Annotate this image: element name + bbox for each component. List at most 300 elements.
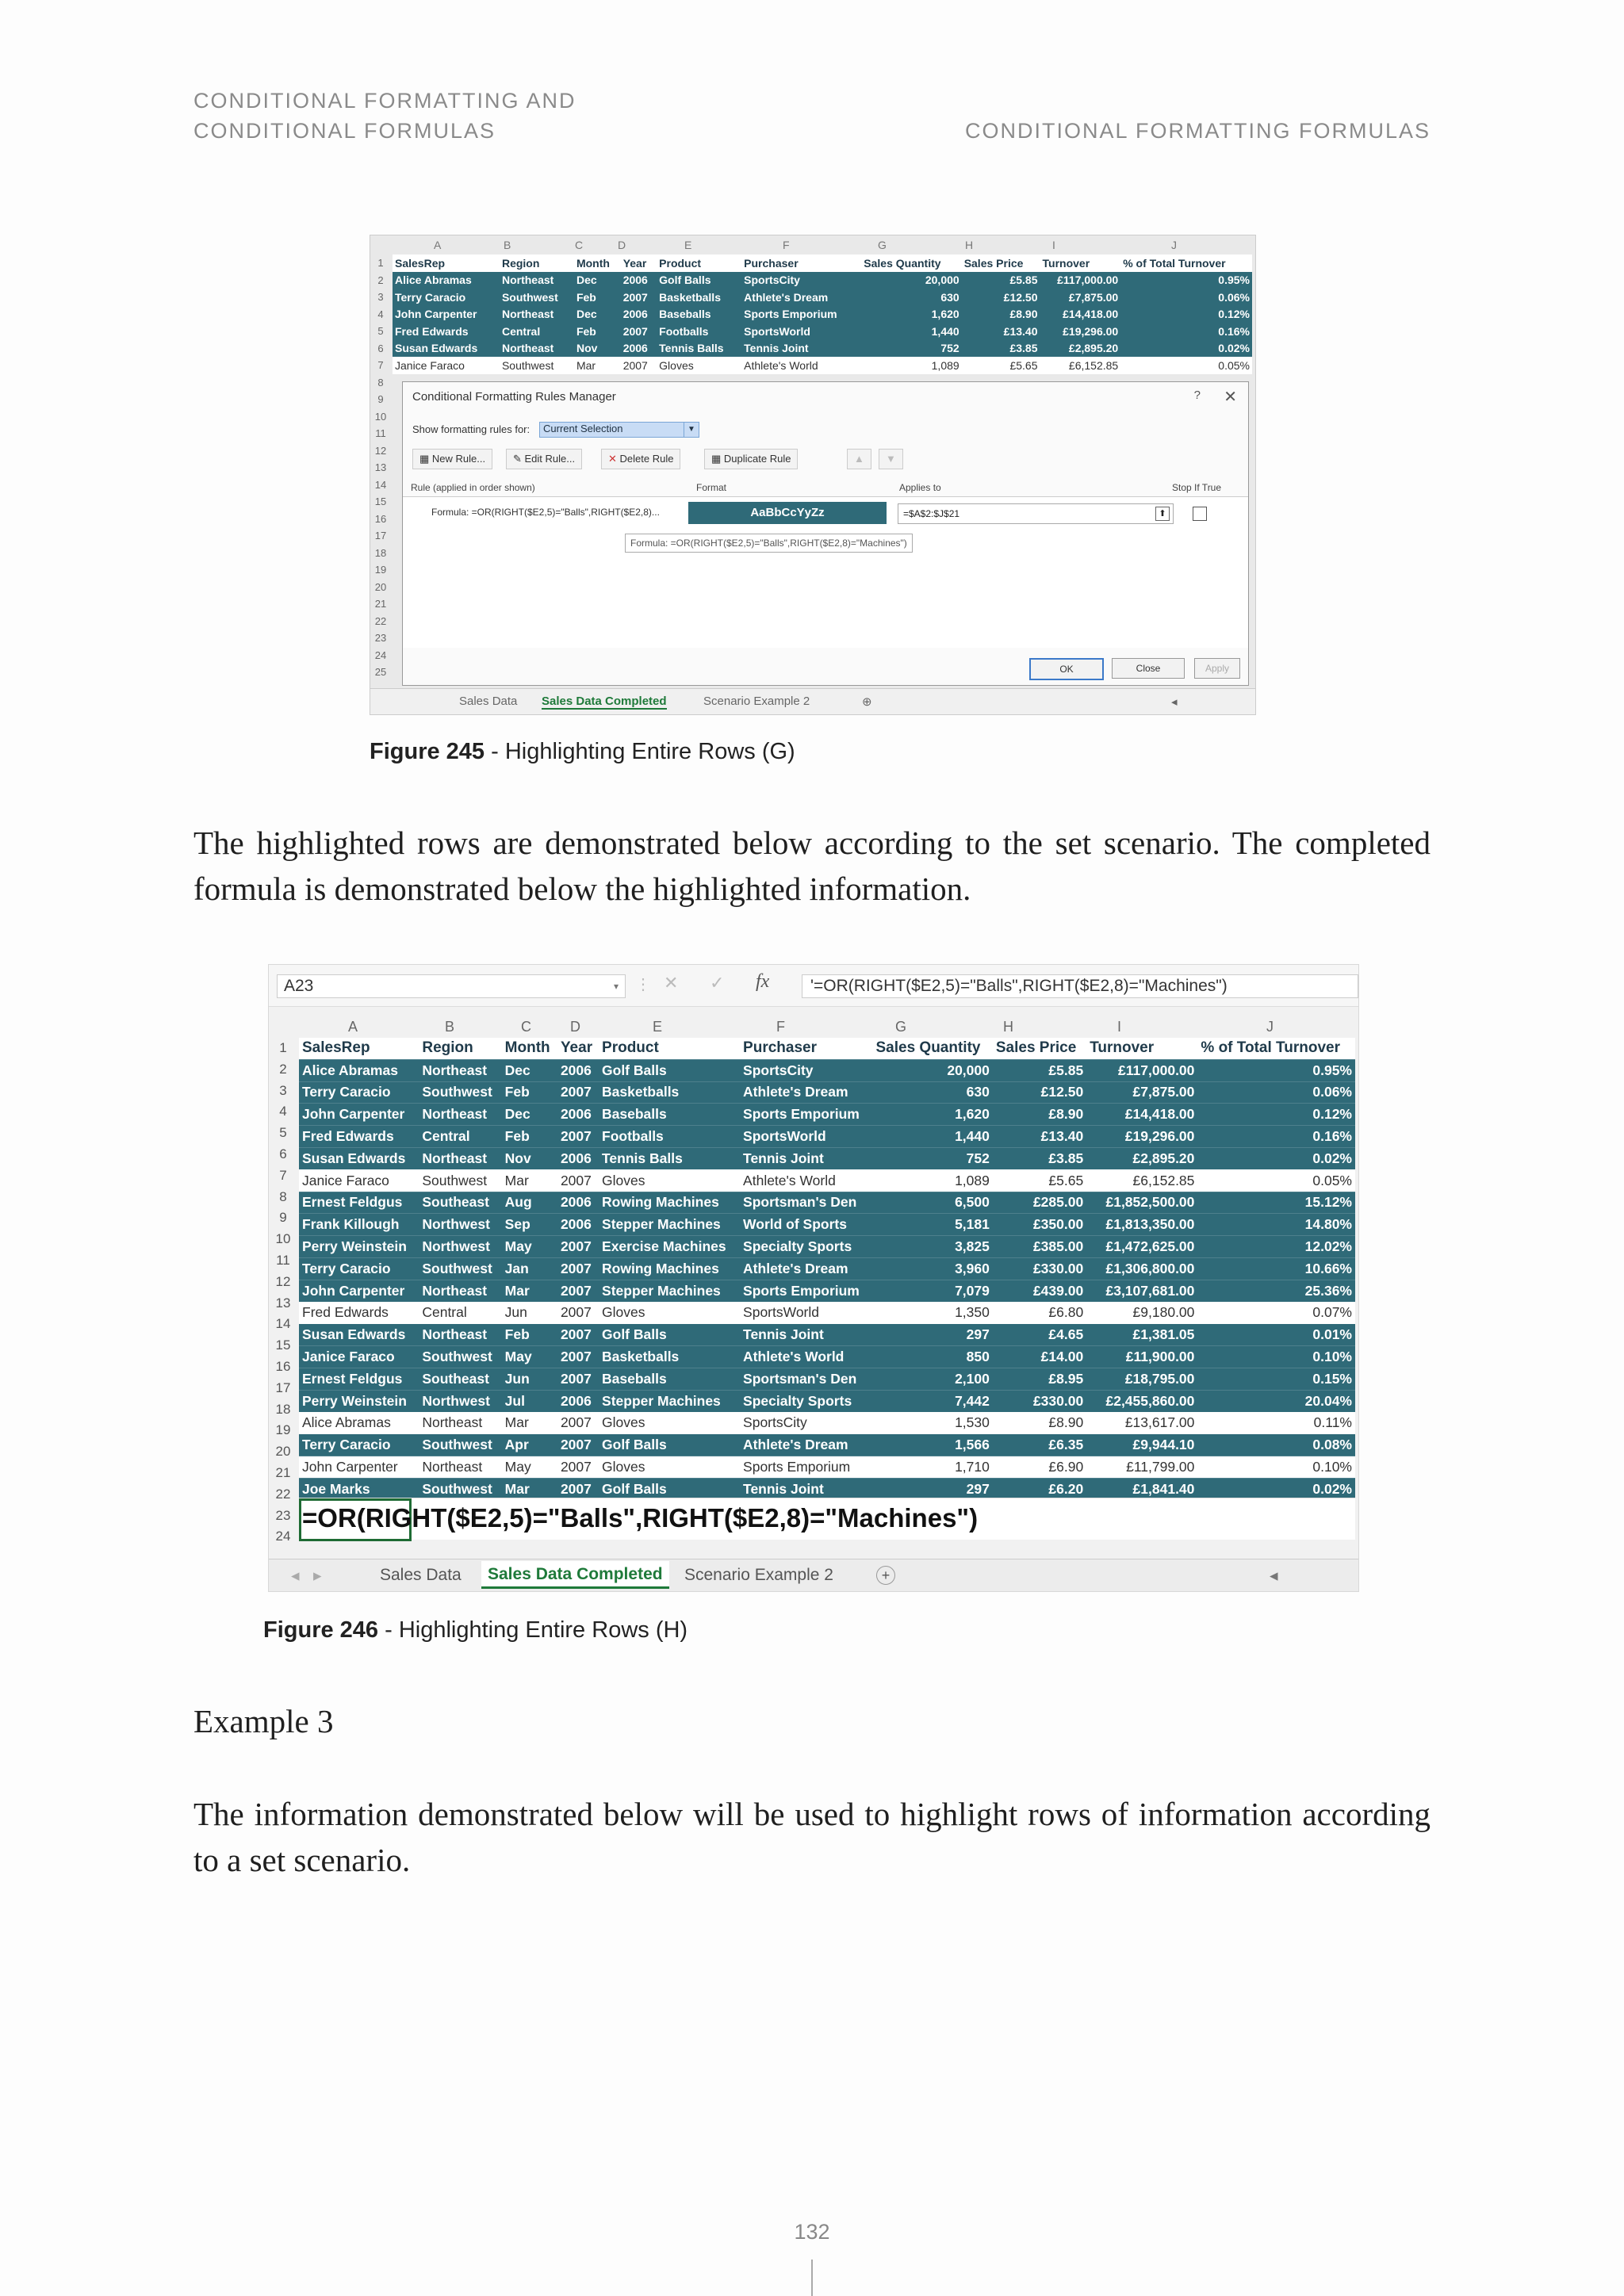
table-cell[interactable]: 0.12% <box>1120 306 1252 323</box>
row-number[interactable]: 22 <box>275 1486 291 1502</box>
table-cell[interactable]: Feb <box>574 323 621 340</box>
table-cell[interactable]: £5.65 <box>962 357 1040 374</box>
table-cell[interactable]: Susan Edwards <box>299 1324 419 1346</box>
table-cell[interactable]: SportsCity <box>740 1059 872 1081</box>
row-number[interactable]: 14 <box>275 1316 291 1332</box>
table-cell[interactable]: £117,000.00 <box>1040 272 1121 289</box>
table-cell[interactable]: 1,350 <box>872 1302 992 1324</box>
fx-icon[interactable]: fx <box>756 971 770 992</box>
table-cell[interactable]: 2007 <box>557 1236 599 1258</box>
table-cell[interactable]: 1,089 <box>872 1169 992 1192</box>
table-cell[interactable]: £8.95 <box>993 1368 1086 1390</box>
table-cell[interactable]: £385.00 <box>993 1236 1086 1258</box>
table-cell[interactable]: Central <box>419 1126 501 1148</box>
table-cell[interactable]: £4.65 <box>993 1324 1086 1346</box>
table-cell[interactable]: 630 <box>861 289 961 306</box>
table-cell[interactable]: 630 <box>872 1081 992 1104</box>
table-cell[interactable]: Exercise Machines <box>599 1236 740 1258</box>
tab-sales-data-completed[interactable]: Sales Data Completed <box>542 695 667 708</box>
table-cell[interactable]: £13.40 <box>993 1126 1086 1148</box>
table-cell[interactable]: 2007 <box>557 1324 599 1346</box>
row-number[interactable]: 3 <box>279 1082 287 1098</box>
row-number[interactable]: 25 <box>374 666 387 678</box>
table-cell[interactable]: Feb <box>502 1324 557 1346</box>
row-number[interactable]: 11 <box>375 427 386 439</box>
table-cell[interactable]: Sep <box>502 1214 557 1236</box>
scroll-right-icon[interactable]: ▸ <box>313 1567 322 1585</box>
row-number[interactable]: 21 <box>374 598 387 610</box>
scroll-left-icon[interactable]: ◂ <box>291 1567 300 1585</box>
table-cell[interactable]: Gloves <box>599 1302 740 1324</box>
table-cell[interactable]: Janice Faraco <box>393 357 500 374</box>
scroll-left-icon[interactable]: ◂ <box>1171 695 1178 709</box>
column-header[interactable]: Sales Price <box>962 254 1040 272</box>
table-cell[interactable]: 1,089 <box>861 357 961 374</box>
table-cell[interactable]: £7,875.00 <box>1040 289 1121 306</box>
column-header[interactable]: Month <box>574 254 621 272</box>
table-cell[interactable]: 2006 <box>557 1192 599 1214</box>
table-cell[interactable]: Northeast <box>419 1412 501 1434</box>
table-cell[interactable]: Northwest <box>419 1390 501 1412</box>
table-cell[interactable]: Rowing Machines <box>599 1192 740 1214</box>
table-cell[interactable]: Jan <box>502 1257 557 1280</box>
column-header[interactable]: Region <box>500 254 574 272</box>
table-cell[interactable]: 0.10% <box>1197 1456 1355 1479</box>
table-cell[interactable]: John Carpenter <box>393 306 500 323</box>
table-cell[interactable]: 6,500 <box>872 1192 992 1214</box>
row-number[interactable]: 6 <box>279 1146 287 1161</box>
table-cell[interactable]: £1,306,800.00 <box>1086 1257 1197 1280</box>
move-down-button[interactable] <box>879 449 903 469</box>
table-cell[interactable]: 5,181 <box>872 1214 992 1236</box>
table-cell[interactable]: Jun <box>502 1302 557 1324</box>
column-header[interactable]: Product <box>599 1038 740 1059</box>
table-cell[interactable]: £6.35 <box>993 1434 1086 1456</box>
table-cell[interactable]: 0.95% <box>1197 1059 1355 1081</box>
tab-sales-data-completed[interactable]: Sales Data Completed <box>481 1561 669 1589</box>
name-box[interactable] <box>277 974 626 998</box>
table-cell[interactable]: £2,895.20 <box>1040 340 1121 358</box>
table-cell[interactable]: £3,107,681.00 <box>1086 1280 1197 1302</box>
table-cell[interactable]: 0.06% <box>1197 1081 1355 1104</box>
table-cell[interactable]: Dec <box>502 1059 557 1081</box>
table-cell[interactable]: John Carpenter <box>299 1104 419 1126</box>
table-cell[interactable]: Tennis Joint <box>740 1147 872 1169</box>
close-icon[interactable]: ✕ <box>1224 388 1237 406</box>
table-cell[interactable]: Mar <box>574 357 621 374</box>
table-cell[interactable]: £12.50 <box>962 289 1040 306</box>
table-cell[interactable]: Stepper Machines <box>599 1280 740 1302</box>
table-cell[interactable]: Tennis Joint <box>741 340 861 358</box>
table-cell[interactable]: Northeast <box>500 340 574 358</box>
table-cell[interactable]: Terry Caracio <box>299 1081 419 1104</box>
table-cell[interactable]: £6,152.85 <box>1040 357 1121 374</box>
table-cell[interactable]: Fred Edwards <box>299 1302 419 1324</box>
table-cell[interactable]: £1,852,500.00 <box>1086 1192 1197 1214</box>
table-cell[interactable]: 2007 <box>557 1456 599 1479</box>
table-cell[interactable]: 2007 <box>621 289 657 306</box>
table-cell[interactable]: 2007 <box>557 1126 599 1148</box>
table-cell[interactable]: Southeast <box>419 1368 501 1390</box>
column-header[interactable]: Sales Price <box>993 1038 1086 1059</box>
table-cell[interactable]: World of Sports <box>740 1214 872 1236</box>
table-cell[interactable]: Dec <box>574 272 621 289</box>
table-cell[interactable]: Feb <box>502 1081 557 1104</box>
row-number[interactable]: 12 <box>275 1273 291 1289</box>
table-cell[interactable]: Sports Emporium <box>741 306 861 323</box>
table-cell[interactable]: 2006 <box>621 340 657 358</box>
row-number[interactable]: 23 <box>275 1507 291 1523</box>
table-cell[interactable]: £5.85 <box>993 1059 1086 1081</box>
table-cell[interactable]: £1,841.40 <box>1086 1478 1197 1500</box>
row-number[interactable]: 24 <box>275 1529 291 1544</box>
table-cell[interactable]: Golf Balls <box>657 272 741 289</box>
table-cell[interactable]: 2007 <box>557 1478 599 1500</box>
row-number[interactable]: 17 <box>374 530 387 541</box>
table-cell[interactable]: Mar <box>502 1478 557 1500</box>
table-cell[interactable]: Tennis Joint <box>740 1324 872 1346</box>
table-cell[interactable]: 0.05% <box>1197 1169 1355 1192</box>
table-cell[interactable]: £9,944.10 <box>1086 1434 1197 1456</box>
row-number[interactable]: 12 <box>374 444 387 457</box>
table-cell[interactable]: Golf Balls <box>599 1324 740 1346</box>
table-cell[interactable]: 0.01% <box>1197 1324 1355 1346</box>
table-cell[interactable]: Northwest <box>419 1214 501 1236</box>
table-cell[interactable]: £8.90 <box>993 1104 1086 1126</box>
table-cell[interactable]: 1,620 <box>872 1104 992 1126</box>
table-cell[interactable]: £330.00 <box>993 1390 1086 1412</box>
table-cell[interactable]: 1,440 <box>872 1126 992 1148</box>
table-cell[interactable]: Golf Balls <box>599 1434 740 1456</box>
table-cell[interactable]: 1,710 <box>872 1456 992 1479</box>
table-cell[interactable]: Perry Weinstein <box>299 1390 419 1412</box>
ok-button[interactable]: OK <box>1029 658 1104 680</box>
row-number[interactable]: 18 <box>275 1401 291 1417</box>
table-cell[interactable]: 2006 <box>557 1059 599 1081</box>
move-up-button[interactable] <box>847 449 871 469</box>
table-cell[interactable]: Athlete's World <box>740 1346 872 1368</box>
table-cell[interactable]: 2007 <box>621 323 657 340</box>
table-cell[interactable]: Susan Edwards <box>299 1147 419 1169</box>
table-cell[interactable]: SportsCity <box>741 272 861 289</box>
row-number[interactable]: 10 <box>275 1231 291 1247</box>
table-cell[interactable]: John Carpenter <box>299 1456 419 1479</box>
row-number[interactable]: 2 <box>377 274 384 286</box>
table-cell[interactable]: Southeast <box>419 1192 501 1214</box>
table-cell[interactable]: Northeast <box>419 1104 501 1126</box>
row-number[interactable]: 8 <box>279 1188 287 1204</box>
table-cell[interactable]: 2007 <box>557 1302 599 1324</box>
table-cell[interactable]: £14,418.00 <box>1040 306 1121 323</box>
table-cell[interactable]: 2006 <box>557 1104 599 1126</box>
row-number[interactable]: 2 <box>279 1061 287 1077</box>
table-cell[interactable]: Athlete's World <box>741 357 861 374</box>
row-number[interactable]: 7 <box>377 359 384 371</box>
table-cell[interactable]: Sports Emporium <box>740 1280 872 1302</box>
row-number[interactable]: 1 <box>279 1040 287 1055</box>
table-cell[interactable]: £6,152.85 <box>1086 1169 1197 1192</box>
row-number[interactable]: 4 <box>279 1104 287 1119</box>
table-cell[interactable]: Janice Faraco <box>299 1346 419 1368</box>
table-cell[interactable]: Apr <box>502 1434 557 1456</box>
row-number[interactable]: 16 <box>374 512 387 525</box>
table-cell[interactable]: Jun <box>502 1368 557 1390</box>
table-cell[interactable]: Southwest <box>419 1257 501 1280</box>
table-cell[interactable]: Fred Edwards <box>393 323 500 340</box>
table-cell[interactable]: John Carpenter <box>299 1280 419 1302</box>
column-header[interactable]: Sales Quantity <box>861 254 961 272</box>
range-select-icon[interactable]: ⬆ <box>1155 507 1170 521</box>
table-cell[interactable]: Northeast <box>419 1059 501 1081</box>
table-cell[interactable]: 850 <box>872 1346 992 1368</box>
column-header[interactable]: Sales Quantity <box>872 1038 992 1059</box>
column-header[interactable]: Turnover <box>1086 1038 1197 1059</box>
table-cell[interactable]: Alice Abramas <box>393 272 500 289</box>
table-cell[interactable]: Athlete's Dream <box>740 1081 872 1104</box>
table-cell[interactable]: 297 <box>872 1478 992 1500</box>
table-cell[interactable]: Jul <box>502 1390 557 1412</box>
table-cell[interactable]: 0.07% <box>1197 1302 1355 1324</box>
table-cell[interactable]: Northwest <box>419 1236 501 1258</box>
table-cell[interactable]: 0.16% <box>1120 323 1252 340</box>
table-cell[interactable]: Dec <box>502 1104 557 1126</box>
table-cell[interactable]: Southwest <box>419 1434 501 1456</box>
table-cell[interactable]: 2007 <box>557 1368 599 1390</box>
table-cell[interactable]: 3,960 <box>872 1257 992 1280</box>
table-cell[interactable]: Gloves <box>599 1412 740 1434</box>
table-cell[interactable]: SportsWorld <box>740 1302 872 1324</box>
table-cell[interactable]: £6.80 <box>993 1302 1086 1324</box>
column-header[interactable]: Region <box>419 1038 501 1059</box>
row-number[interactable]: 9 <box>279 1210 287 1226</box>
table-cell[interactable]: Perry Weinstein <box>299 1236 419 1258</box>
table-cell[interactable]: 0.05% <box>1120 357 1252 374</box>
table-cell[interactable]: 2006 <box>557 1147 599 1169</box>
table-cell[interactable]: Northeast <box>419 1147 501 1169</box>
row-number[interactable]: 17 <box>275 1380 291 1395</box>
column-header[interactable]: Year <box>621 254 657 272</box>
delete-rule-button[interactable] <box>601 449 680 469</box>
table-cell[interactable]: £13,617.00 <box>1086 1412 1197 1434</box>
table-cell[interactable]: 20,000 <box>861 272 961 289</box>
table-cell[interactable]: Southwest <box>500 289 574 306</box>
table-cell[interactable]: £1,472,625.00 <box>1086 1236 1197 1258</box>
table-cell[interactable]: Baseballs <box>599 1368 740 1390</box>
column-header[interactable]: Month <box>502 1038 557 1059</box>
table-cell[interactable]: Fred Edwards <box>299 1126 419 1148</box>
help-icon[interactable]: ? <box>1193 388 1201 402</box>
table-cell[interactable]: Golf Balls <box>599 1478 740 1500</box>
table-cell[interactable]: Alice Abramas <box>299 1412 419 1434</box>
table-cell[interactable]: 14.80% <box>1197 1214 1355 1236</box>
table-cell[interactable]: Northeast <box>419 1324 501 1346</box>
row-number[interactable]: 15 <box>275 1337 291 1353</box>
new-rule-button[interactable] <box>412 449 492 469</box>
table-cell[interactable]: Gloves <box>599 1169 740 1192</box>
table-cell[interactable]: 0.02% <box>1120 340 1252 358</box>
table-cell[interactable]: 0.02% <box>1197 1478 1355 1500</box>
row-number[interactable]: 14 <box>374 478 387 491</box>
row-number[interactable]: 16 <box>275 1358 291 1374</box>
table-cell[interactable]: 2007 <box>557 1412 599 1434</box>
table-cell[interactable]: Terry Caracio <box>393 289 500 306</box>
table-cell[interactable]: Central <box>500 323 574 340</box>
table-cell[interactable]: 0.10% <box>1197 1346 1355 1368</box>
table-cell[interactable]: Tennis Balls <box>657 340 741 358</box>
row-number[interactable]: 19 <box>275 1422 291 1438</box>
table-cell[interactable]: 2007 <box>557 1434 599 1456</box>
rule-formula[interactable]: Formula: =OR(RIGHT($E2,5)="Balls",RIGHT($E2,8)... <box>431 507 660 518</box>
table-cell[interactable]: Central <box>419 1302 501 1324</box>
table-cell[interactable]: 2007 <box>557 1257 599 1280</box>
table-cell[interactable]: 0.16% <box>1197 1126 1355 1148</box>
table-cell[interactable]: 0.11% <box>1197 1412 1355 1434</box>
table-cell[interactable]: Northeast <box>419 1280 501 1302</box>
table-cell[interactable]: 0.08% <box>1197 1434 1355 1456</box>
column-header[interactable]: % of Total Turnover <box>1120 254 1252 272</box>
table-cell[interactable]: May <box>502 1456 557 1479</box>
table-cell[interactable]: £11,900.00 <box>1086 1346 1197 1368</box>
table-cell[interactable]: £2,455,860.00 <box>1086 1390 1197 1412</box>
duplicate-rule-button[interactable] <box>704 449 798 469</box>
column-header[interactable]: % of Total Turnover <box>1197 1038 1355 1059</box>
table-cell[interactable]: 2007 <box>557 1081 599 1104</box>
table-cell[interactable]: 0.95% <box>1120 272 1252 289</box>
table-cell[interactable]: Terry Caracio <box>299 1257 419 1280</box>
table-cell[interactable]: Feb <box>574 289 621 306</box>
table-cell[interactable]: Tennis Joint <box>740 1478 872 1500</box>
table-cell[interactable]: £9,180.00 <box>1086 1302 1197 1324</box>
table-cell[interactable]: £285.00 <box>993 1192 1086 1214</box>
table-cell[interactable]: Basketballs <box>599 1081 740 1104</box>
table-cell[interactable]: Feb <box>502 1126 557 1148</box>
add-sheet-icon[interactable]: ⊕ <box>862 695 872 709</box>
table-cell[interactable]: SportsWorld <box>740 1126 872 1148</box>
row-number[interactable]: 13 <box>275 1295 291 1311</box>
table-cell[interactable]: £6.90 <box>993 1456 1086 1479</box>
table-cell[interactable]: £439.00 <box>993 1280 1086 1302</box>
show-rules-select[interactable] <box>539 422 699 438</box>
table-cell[interactable]: £3.85 <box>962 340 1040 358</box>
table-cell[interactable]: Specialty Sports <box>740 1236 872 1258</box>
table-cell[interactable]: Athlete's Dream <box>740 1257 872 1280</box>
table-cell[interactable]: 20.04% <box>1197 1390 1355 1412</box>
table-cell[interactable]: Southwest <box>500 357 574 374</box>
table-cell[interactable]: £6.20 <box>993 1478 1086 1500</box>
table-cell[interactable]: £350.00 <box>993 1214 1086 1236</box>
table-cell[interactable]: Dec <box>574 306 621 323</box>
cancel-icon[interactable]: ✕ <box>664 973 679 993</box>
row-number[interactable]: 10 <box>374 410 387 423</box>
table-cell[interactable]: 15.12% <box>1197 1192 1355 1214</box>
table-cell[interactable]: 0.12% <box>1197 1104 1355 1126</box>
table-cell[interactable]: Basketballs <box>657 289 741 306</box>
table-cell[interactable]: Gloves <box>599 1456 740 1479</box>
table-cell[interactable]: 2007 <box>557 1346 599 1368</box>
row-number[interactable]: 19 <box>374 564 387 576</box>
table-cell[interactable]: 2006 <box>557 1214 599 1236</box>
table-cell[interactable]: 25.36% <box>1197 1280 1355 1302</box>
table-cell[interactable]: Gloves <box>657 357 741 374</box>
formula-input[interactable]: '=OR(RIGHT($E2,5)="Balls",RIGHT($E2,8)="Machines") <box>802 974 1358 998</box>
table-cell[interactable]: Ernest Feldgus <box>299 1368 419 1390</box>
row-number[interactable]: 18 <box>374 546 387 559</box>
table-cell[interactable]: Joe Marks <box>299 1478 419 1500</box>
table-cell[interactable]: Baseballs <box>599 1104 740 1126</box>
table-cell[interactable]: Nov <box>574 340 621 358</box>
table-cell[interactable]: 1,440 <box>861 323 961 340</box>
table-cell[interactable]: 752 <box>861 340 961 358</box>
table-cell[interactable]: 7,442 <box>872 1390 992 1412</box>
table-cell[interactable]: £5.85 <box>962 272 1040 289</box>
table-cell[interactable]: 2007 <box>557 1169 599 1192</box>
row-number[interactable]: 5 <box>279 1125 287 1141</box>
table-cell[interactable]: £7,875.00 <box>1086 1081 1197 1104</box>
table-cell[interactable]: Terry Caracio <box>299 1434 419 1456</box>
tab-sales-data[interactable]: Sales Data <box>459 695 518 708</box>
table-cell[interactable]: £3.85 <box>993 1147 1086 1169</box>
table-cell[interactable]: Northeast <box>419 1456 501 1479</box>
column-header[interactable]: SalesRep <box>393 254 500 272</box>
table-cell[interactable]: Golf Balls <box>599 1059 740 1081</box>
row-number[interactable]: 11 <box>276 1252 290 1268</box>
table-cell[interactable]: £1,813,350.00 <box>1086 1214 1197 1236</box>
row-number[interactable]: 6 <box>377 342 384 354</box>
row-number[interactable]: 7 <box>279 1167 287 1183</box>
table-cell[interactable]: £1,381.05 <box>1086 1324 1197 1346</box>
table-cell[interactable]: May <box>502 1236 557 1258</box>
table-cell[interactable]: £18,795.00 <box>1086 1368 1197 1390</box>
table-cell[interactable]: Basketballs <box>599 1346 740 1368</box>
table-cell[interactable]: 3,825 <box>872 1236 992 1258</box>
table-cell[interactable]: £14,418.00 <box>1086 1104 1197 1126</box>
row-number[interactable]: 8 <box>377 376 384 388</box>
table-cell[interactable]: 20,000 <box>872 1059 992 1081</box>
row-number[interactable]: 4 <box>377 308 384 320</box>
table-cell[interactable]: Northeast <box>500 272 574 289</box>
table-cell[interactable]: SportsWorld <box>741 323 861 340</box>
tab-sales-data[interactable]: Sales Data <box>380 1566 462 1584</box>
row-number[interactable]: 21 <box>275 1464 291 1480</box>
column-header[interactable]: Product <box>657 254 741 272</box>
table-cell[interactable]: Mar <box>502 1412 557 1434</box>
table-cell[interactable]: Tennis Balls <box>599 1147 740 1169</box>
table-cell[interactable]: 2006 <box>621 306 657 323</box>
row-number[interactable]: 9 <box>377 393 384 405</box>
table-cell[interactable]: Nov <box>502 1147 557 1169</box>
column-header[interactable]: SalesRep <box>299 1038 419 1059</box>
stop-if-true-checkbox[interactable] <box>1193 507 1207 521</box>
table-cell[interactable]: 1,530 <box>872 1412 992 1434</box>
table-cell[interactable]: Northeast <box>500 306 574 323</box>
check-icon[interactable]: ✓ <box>710 973 725 993</box>
table-cell[interactable]: £8.90 <box>993 1412 1086 1434</box>
table-cell[interactable]: £8.90 <box>962 306 1040 323</box>
table-cell[interactable]: 2007 <box>557 1280 599 1302</box>
table-cell[interactable]: £13.40 <box>962 323 1040 340</box>
table-cell[interactable]: Frank Killough <box>299 1214 419 1236</box>
column-header[interactable]: Turnover <box>1040 254 1121 272</box>
table-cell[interactable]: May <box>502 1346 557 1368</box>
table-cell[interactable]: 12.02% <box>1197 1236 1355 1258</box>
row-number[interactable]: 22 <box>374 614 387 627</box>
close-button[interactable]: Close <box>1112 658 1185 679</box>
row-number[interactable]: 15 <box>374 496 387 507</box>
table-cell[interactable]: Stepper Machines <box>599 1390 740 1412</box>
add-sheet-icon[interactable]: + <box>876 1566 895 1585</box>
column-header[interactable]: Purchaser <box>740 1038 872 1059</box>
table-cell[interactable]: Mar <box>502 1169 557 1192</box>
